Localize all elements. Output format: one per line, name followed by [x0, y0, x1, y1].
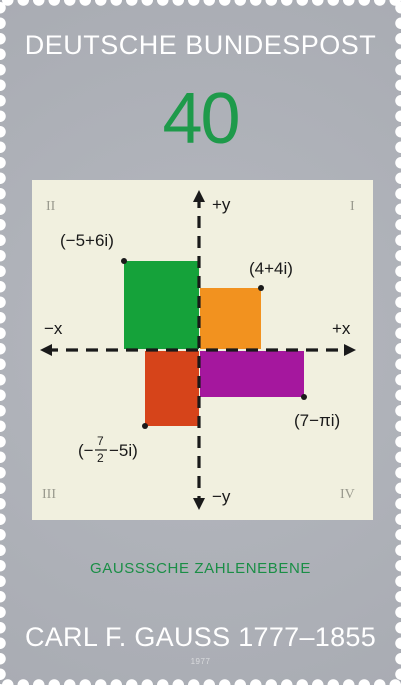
square-4-4i	[200, 288, 261, 349]
honoree-line: CARL F. GAUSS 1777–1855	[24, 622, 377, 652]
quadrant-label-III: III	[42, 487, 56, 502]
quadrant-label-II: II	[46, 199, 56, 214]
fraction-numerator: 7	[97, 434, 104, 448]
axis-label-pos-x: +x	[332, 319, 351, 338]
axis-label-neg-y: −y	[212, 487, 231, 506]
point-label-7-pi-i: (7−πi)	[294, 411, 341, 430]
dot-neg7half-5i	[142, 423, 148, 429]
dot-4-4i	[258, 285, 264, 291]
point-label-4-4i: (4+4i)	[249, 259, 293, 278]
denomination: 40	[162, 79, 239, 159]
dot-neg5-6i	[121, 258, 127, 264]
point-label-neg5-6i: (−5+6i)	[60, 231, 114, 250]
dot-7-pi-i	[301, 394, 307, 400]
perforation-bottom	[0, 678, 401, 692]
complex-plane-diagram	[32, 180, 373, 520]
y-axis-arrow-down	[193, 498, 205, 510]
square-7-pi-i	[200, 351, 304, 397]
x-axis-arrow-left	[40, 344, 52, 356]
point-label-suffix: −5i)	[109, 441, 138, 460]
issue-year: 1977	[190, 657, 211, 666]
y-axis-arrow-up	[193, 190, 205, 202]
point-label-neg7half-5i	[78, 434, 138, 465]
axis-label-neg-x: −x	[44, 319, 63, 338]
quadrant-label-IV: IV	[340, 487, 355, 502]
x-axis-arrow-right	[344, 344, 356, 356]
complex-plane-panel	[32, 180, 373, 520]
quadrant-label-I: I	[350, 199, 355, 214]
axis-label-pos-y: +y	[212, 195, 231, 214]
point-label-prefix: (−	[78, 441, 94, 460]
caption: GAUSSSCHE ZAHLENEBENE	[90, 560, 311, 577]
square-neg5-6i	[124, 261, 199, 349]
fraction-denominator: 2	[97, 451, 104, 465]
perforation-top	[0, 0, 401, 7]
country-name: DEUTSCHE BUNDESPOST	[24, 30, 377, 60]
square-neg7half-5i	[145, 351, 199, 426]
